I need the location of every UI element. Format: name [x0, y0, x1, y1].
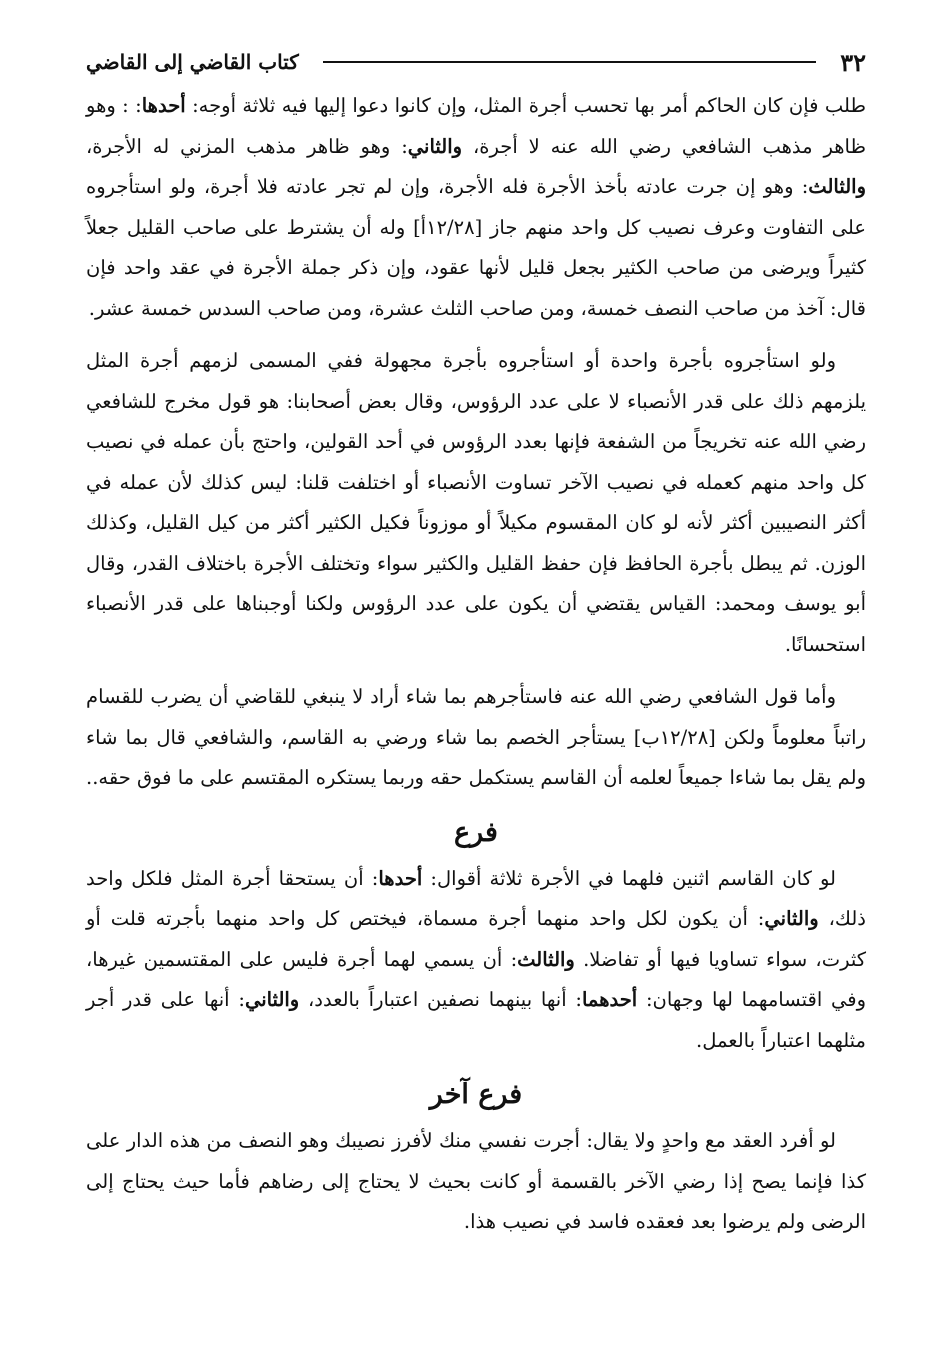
text-run: : وهو ظاهر مذهب المزني له الأجرة، — [86, 134, 408, 158]
body-text — [86, 86, 866, 1243]
running-header — [86, 40, 866, 84]
paragraph-3: وأما قول الشافعي رضي الله عنه فاستأجرهم بما شاء أراد لا ينبغي للقاضي أن يضرب للقسام راتباً معلوماً ولكن [١٢/٢٨ب] يستأجر الخصم بما شاء ورضي به القاسم، والشافعي قال بما شاء ولم يقل بما شاءا جميعاً لعلمه أن القاسم يستكمل حقه وربما يستكره المقتسم على ما فوق حقه.. — [86, 685, 866, 789]
text-run: طلب فإن كان الحاكم أمر بها تحسب أجرة المثل، وإن كانوا دعوا إليها فيه ثلاثة أوجه: — [185, 94, 866, 117]
bold-term: والثاني — [407, 134, 463, 158]
header-rule — [323, 61, 817, 63]
text-run: : أنها على قدر أجر مثلهما اعتباراً بالعمل. — [86, 988, 866, 1052]
text-run: : : وهو ظاهر مذهب الشافعي رضي الله عنه لا أجرة، — [86, 94, 867, 158]
text-run: : أن يسمي لهما أجرة فليس على المقتسمين غيرها، وفي اقتسامهما لها وجهان: — [86, 947, 866, 1011]
bold-term: والثالث — [517, 947, 575, 971]
text-run: : أن يستحقا أجرة المثل فلكل واحد ذلك، — [86, 866, 866, 930]
section-heading-far: فرع — [454, 816, 498, 848]
book-page — [86, 40, 866, 1255]
bold-term: أحدهما — [581, 988, 638, 1011]
text-run: لو كان القاسم اثنين فلهما في الأجرة ثلاثة أقوال: — [422, 866, 836, 890]
page-number: ٣٢ — [840, 47, 866, 77]
bold-term: والثاني — [764, 907, 819, 930]
paragraph-1 — [86, 86, 866, 329]
bold-term: أحدها — [378, 866, 423, 890]
paragraph-2: ولو استأجروه بأجرة واحدة أو استأجروه بأجرة مجهولة ففي المسمى لزمهم أجرة المثل يلزمهم ذلك على قدر الأنصباء لا على عدد الرؤوس، وقال بعض أصحابنا: هو قول مخرج للشافعي رضي الله عنه تخريجاً من الشفعة فإنها بعدد الرؤوس في أحد القولين، واحتج بأن عمله في نصيب كل واحد منهم كعمله في نصيب الآخر تساوت الأنصباء أو اختلفت قلنا: ليس كذلك لأن عمله في أكثر النصيبين أكثر لأنه لو كان المقسوم مكيلاً أو موزوناً فكيل الكثير أكثر من كيل القليل، وكذلك الوزن. ثم يبطل بأجرة الحافظ فإن حفظ القليل والكثير سواء وتختلف الأجرة باختلاف القدر، وقال أبو يوسف ومحمد: القياس يقتضي أن يكون على عدد الرؤوس ولكنا أوجبناها على قدر الأنصباء استحسانًا. — [86, 349, 866, 656]
bold-term: والثاني — [244, 988, 300, 1011]
section-heading-far-akhar: فرع آخر — [429, 1079, 523, 1110]
paragraph-5: لو أفرد العقد مع واحدٍ ولا يقال: أجرت نفسي منك لأفرز نصيبك وهو النصف من هذه الدار على كذا فإنما يصح إذا رضي الآخر بالقسمة أو كانت بحيث لا يحتاج إلى رضاهم فأما حيث يحتاج إلى الرضى ولم يرضوا بعد فعقده فاسد في نصيب هذا. — [86, 1129, 866, 1233]
bold-term: أحدها — [141, 94, 186, 117]
paragraph-4 — [86, 859, 866, 1062]
book-title: كتاب القاضي إلى القاضي — [86, 50, 299, 74]
text-run: : أنها بينهما نصفين اعتباراً بالعدد، — [299, 988, 582, 1011]
text-run: : أن يكون لكل واحد منهما أجرة مسماة، فيختص كل واحد منهما بأجرته قلت أو كثرت، سواء تساويا فيها أو تفاضلا. — [86, 907, 866, 971]
bold-term: والثالث — [808, 175, 866, 198]
text-run: : وهو إن جرت عادته بأخذ الأجرة فله الأجرة، وإن لم تجر عادته فلا أجرة، ولو استأجروه على التفاوت وعرف نصيب كل واحد منهم جاز [١٢/٢٨أ] وله أن يشترط على صاحب القليل جعلاً كثيراً ويرضى من صاحب الكثير بجعل قليل لأنها عقود، وإن ذكر جملة الأجرة في عقد واحد فإن قال: آخذ من صاحب النصف خمسة، ومن صاحب الثلث عشرة، ومن صاحب السدس خمسة عشر. — [86, 175, 866, 320]
